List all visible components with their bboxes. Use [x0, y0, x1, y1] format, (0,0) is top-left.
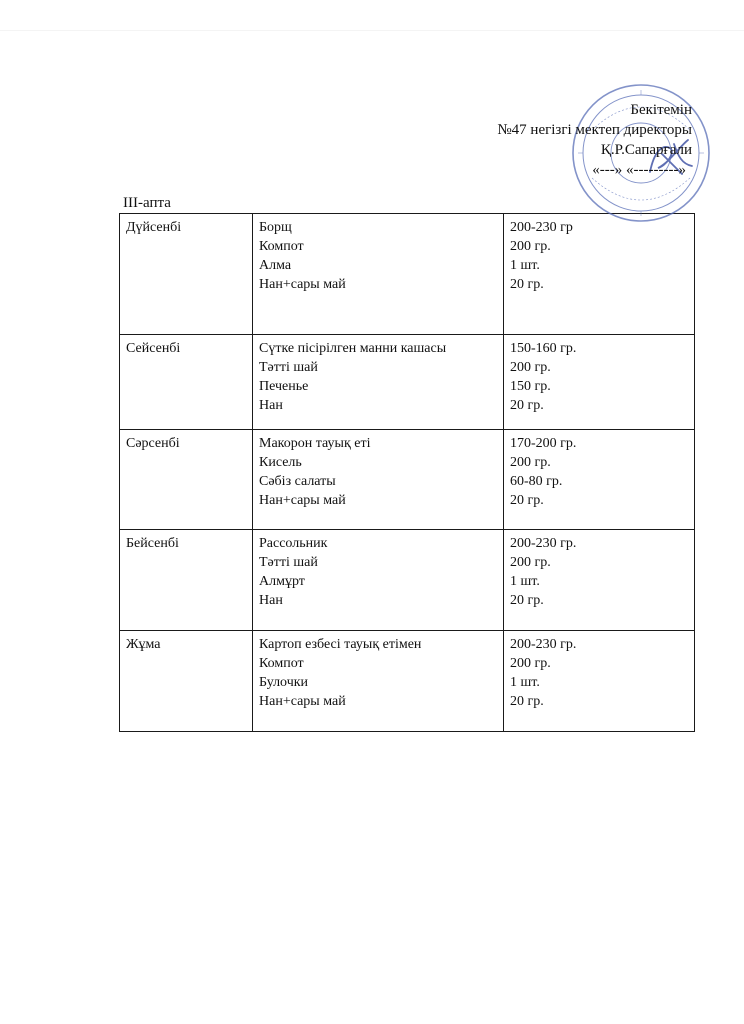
day-cell: [120, 530, 253, 631]
amounts-cell: [504, 335, 695, 430]
table-row: [120, 430, 695, 530]
amount-item: 150 гр.: [510, 379, 551, 394]
week-label: ІІІ-апта: [123, 195, 171, 211]
amounts-cell: [504, 631, 695, 732]
dish-item: Алма: [259, 258, 292, 273]
dish-item: Картоп езбесі тауық етімен: [259, 637, 422, 652]
amount-item: 20 гр.: [510, 493, 544, 508]
dish-item: Сәбіз салаты: [259, 474, 336, 489]
table-row: [120, 530, 695, 631]
amount-item: 200-230 гр: [510, 220, 573, 235]
dish-item: Булочки: [259, 675, 309, 690]
amount-item: 170-200 гр.: [510, 436, 577, 451]
amount-item: 20 гр.: [510, 277, 544, 292]
dishes-cell: [253, 631, 504, 732]
dish-item: Макорон тауық еті: [259, 436, 371, 451]
dishes-cell: [253, 430, 504, 530]
table-row: [120, 631, 695, 732]
amount-item: 20 гр.: [510, 593, 544, 608]
dish-item: Борщ: [259, 220, 292, 235]
day-cell: [120, 335, 253, 430]
approval-director-name: Қ.Р.Сапарғали: [600, 142, 692, 158]
dish-item: Компот: [259, 239, 304, 254]
dish-item: Нан+сары май: [259, 694, 346, 709]
day-cell: [120, 214, 253, 335]
amount-item: 20 гр.: [510, 694, 544, 709]
day-name: Сәрсенбі: [126, 436, 180, 451]
day-name: Жұма: [126, 637, 161, 652]
amount-item: 60-80 гр.: [510, 474, 563, 489]
amount-item: 200-230 гр.: [510, 536, 577, 551]
amount-item: 200 гр.: [510, 656, 551, 671]
dish-item: Тәтті шай: [259, 555, 318, 570]
dish-item: Нан+сары май: [259, 493, 346, 508]
day-cell: [120, 631, 253, 732]
dishes-cell: [253, 214, 504, 335]
day-name: Бейсенбі: [126, 536, 179, 551]
amounts-cell: [504, 530, 695, 631]
dish-item: Нан: [259, 398, 283, 413]
amount-item: 150-160 гр.: [510, 341, 577, 356]
amount-item: 1 шт.: [510, 574, 540, 589]
dish-item: Кисель: [259, 455, 302, 470]
dish-item: Тәтті шай: [259, 360, 318, 375]
amount-item: 1 шт.: [510, 258, 540, 273]
amount-item: 200 гр.: [510, 239, 551, 254]
day-name: Дүйсенбі: [126, 220, 182, 235]
table-row: [120, 335, 695, 430]
amount-item: 200 гр.: [510, 555, 551, 570]
amounts-cell: [504, 430, 695, 530]
dish-item: Печенье: [259, 379, 309, 394]
weekly-menu-table: [119, 213, 695, 732]
approval-title: Бекітемін: [630, 102, 692, 118]
scan-artifact-line: [0, 30, 744, 31]
amount-item: 20 гр.: [510, 398, 544, 413]
amounts-cell: [504, 214, 695, 335]
dish-item: Алмұрт: [259, 574, 305, 589]
amount-item: 200-230 гр.: [510, 637, 577, 652]
day-name: Сейсенбі: [126, 341, 181, 356]
approval-block: [497, 100, 692, 180]
dish-item: Сүтке пісірілген манни кашасы: [259, 341, 447, 356]
table-row: [120, 214, 695, 335]
dishes-cell: [253, 530, 504, 631]
approval-date: «---» «---------»: [592, 162, 686, 178]
amount-item: 200 гр.: [510, 455, 551, 470]
dishes-cell: [253, 335, 504, 430]
dish-item: Нан+сары май: [259, 277, 346, 292]
dish-item: Рассольник: [259, 536, 328, 551]
amount-item: 200 гр.: [510, 360, 551, 375]
day-cell: [120, 430, 253, 530]
approval-position: №47 негізгі мектеп директоры: [497, 122, 692, 138]
amount-item: 1 шт.: [510, 675, 540, 690]
dish-item: Нан: [259, 593, 283, 608]
dish-item: Компот: [259, 656, 304, 671]
